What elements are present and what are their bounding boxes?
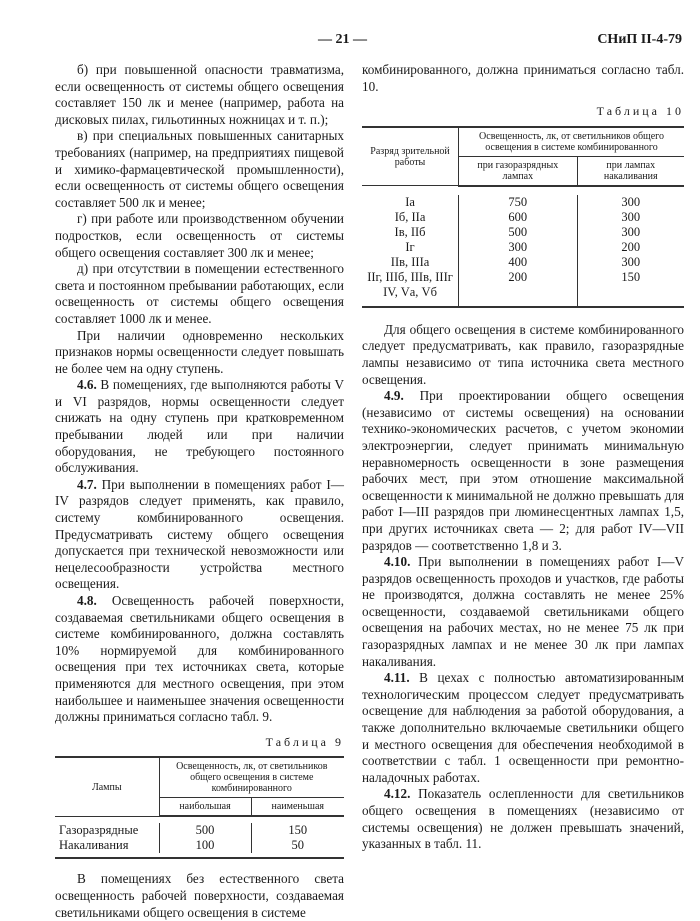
cell: Iг [405,239,415,254]
section-text: Освещенность рабочей поверхности, создаваемая светильниками общего освещения в системе комбинированного, должна составлять 10% нормируемой для комбинированного освещения при тех источниках света, которые применяются для местного освещения, при этом наибольшее и наименьшее значения освещенности должны приниматься согласно табл. 9. [55,593,344,725]
cell: 100 [159,838,251,853]
section-text: В цехах с полностью автоматизированным технологическим процессом следует предусматривать освещение для наблюдения за работой оборудования, а также дополнительно включаемые светильники общего и местного освещения для обеспечения необходимой в соответствии с табл. 1 освещенности при ремонтно-наладочных работах. [362,670,684,785]
cell: 300 [577,255,684,270]
cell: 50 [251,838,344,853]
paragraph: б) при повышенной опасности травматизма, если освещенность от системы общего освещения составляет 150 лк и менее (например, работа на дисковых пилах, гильотинных ножницах и т. п.); [55,62,344,127]
section-4-6 [55,377,344,477]
table-10-caption: Таблица 10 [596,104,684,119]
section-number: 4.8. [77,593,97,608]
table-9 [55,756,344,859]
section-4-10 [362,554,684,670]
table-row [55,823,344,838]
table-9-caption: Таблица 9 [265,734,344,749]
cell: 300 [577,225,684,240]
cell: 500 [159,823,251,838]
section-text: При выполнении в помещениях работ I—V разрядов освещенность проходов и участков, где работы не производятся, должна составлять не менее 25% освещенности, создаваемой светильниками общего освещения на рабочих местах, но не менее 75 лк при газоразрядных лампах и не менее 30 лк при лампах накаливания. [362,554,684,669]
column-header: при лампах накаливания [577,156,684,186]
cell: Iа [405,194,415,209]
paragraph: в) при специальных повышенных санитарных требованиях (например, на предприятиях пищевой и химико-фармацевтической промышленности), если освещенность от системы общего освещения составляет 500 лк и менее; [55,128,344,210]
column-header: Разряд зрительной работы [362,127,459,186]
section-number: 4.7. [77,476,97,492]
paragraph: г) при работе или производственном обучении подростков, если освещенность от системы общего освещения составляет 300 лк и менее; [55,211,344,260]
cell: IIв, IIIа [390,254,430,269]
paragraph: д) при отсутствии в помещении естественного света и постоянном пребывании работающих, если освещенность от системы общего освещения составляет 1000 лк и менее. [55,261,344,326]
paragraph: комбинированного, должна приниматься согласно табл. 10. [362,62,684,94]
column-group-header: Освещенность, лк, от светильников общего освещения в системе комбинированного [159,757,344,798]
table-row [362,210,684,225]
cell: 200 [459,270,577,300]
section-4-8 [55,593,344,726]
paragraph: При наличии одновременно нескольких признаков нормы освещенности следует повышать не более чем на одну ступень. [55,327,344,376]
column-group-header: Освещенность, лк, от светильников общего освещения в системе комбинированного [459,127,684,157]
cell: 600 [459,210,577,225]
table-row [362,240,684,255]
document-code: СНиП II-4-79 [597,32,682,47]
section-4-12 [362,786,684,852]
section-text: При проектировании общего освещения (независимо от системы освещения) на основании технико-экономических расчетов, с учетом экономии электроэнергии, следует принимать минимальную неравномерность освещенности в зоне размещения рабочих мест, при этом отношение максимальной освещенности к минимальной не должно превышать для работ I—III разрядов при люминесцентных лампах 1,5, при других источниках света — 2; для работ IV—VII разрядов — соответственно 1,8 и 3. [362,388,684,553]
table-10 [362,126,684,308]
cell: 400 [459,255,577,270]
section-text: Показатель ослепленности для светильников общего освещения в помещениях (независимо от системы освещения) не должен превышать значений, указанных в табл. 11. [362,786,684,852]
table-row [362,195,684,210]
page-number: — 21 — [318,32,367,47]
section-number: 4.12. [384,786,411,802]
section-number: 4.10. [384,554,411,570]
table-row [362,255,684,270]
table-row [55,838,344,853]
paragraph: Для общего освещения в системе комбинированного следует предусматривать, как правило, газоразрядные лампы независимо от типа источника света местного освещения. [362,321,684,387]
cell: 500 [459,225,577,240]
cell: Iб, IIа [394,209,426,224]
cell: Накаливания [59,838,129,853]
cell: 750 [459,195,577,210]
section-4-9 [362,388,684,554]
cell: IIг, IIIб, IIIв, IIIг IV, Vа, Vб [367,269,453,299]
column-header: наименьшая [251,798,344,817]
cell: Газоразрядные [59,823,139,838]
left-column [55,62,344,921]
section-text: При выполнении в помещениях работ I—IV разрядов следует применять, как правило, систему комбинированного освещения. Предусматривать систему общего освещения допускается при технической невозможности или нецелесообразности устройства местного освещения. [55,476,344,592]
column-header: Лампы [55,757,159,816]
section-number: 4.6. [77,377,97,393]
section-4-11 [362,670,684,786]
paragraph: В помещениях без естественного света освещенность рабочей поверхности, создаваемая светильниками общего освещения в системе [55,871,344,920]
cell: 150 [577,270,684,300]
section-number: 4.11. [384,670,410,686]
cell: 300 [577,210,684,225]
column-header: наибольшая [159,798,251,817]
right-column [362,62,684,853]
section-4-7 [55,477,344,593]
cell: Iв, IIб [394,224,426,239]
table-row [362,270,684,300]
cell: 300 [459,240,577,255]
cell: 300 [577,195,684,210]
section-number: 4.9. [384,388,404,404]
table-row [362,225,684,240]
cell: 150 [251,823,344,838]
column-header: при газоразрядных лампах [459,156,577,186]
cell: 200 [577,240,684,255]
section-text: В помещениях, где выполняются работы V и VI разрядов, нормы освещенности следует снижать на одну ступень при кратковременном пребывании людей или при наличии оборудования, не требующего постоянного обслуживания. [55,377,344,476]
